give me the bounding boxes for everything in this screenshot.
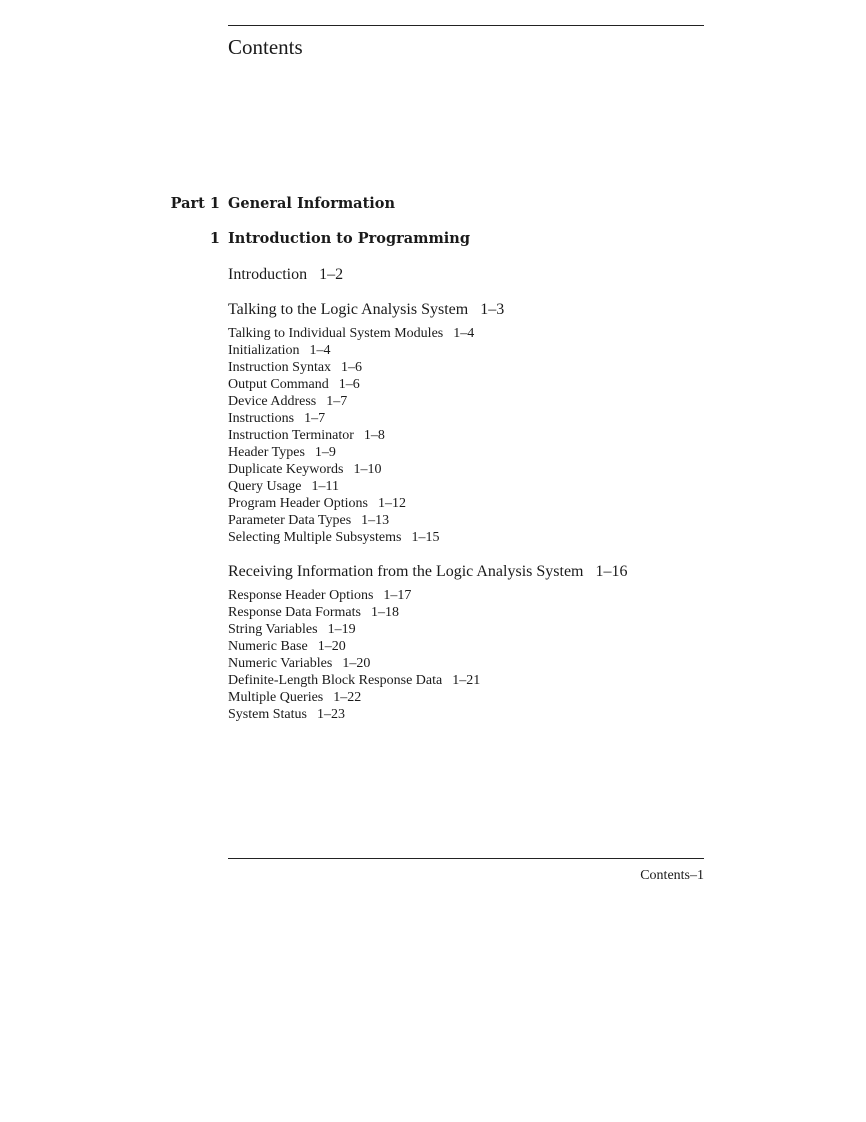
entry-title: Device Address xyxy=(228,394,317,409)
entry-page: 1–23 xyxy=(316,707,345,722)
entry-title: System Status xyxy=(228,707,307,722)
entry-title: Selecting Multiple Subsystems xyxy=(228,530,402,545)
entry-title: Instruction Terminator xyxy=(228,428,354,443)
toc-section-receiving[interactable] xyxy=(228,562,628,582)
entry-page: 1–11 xyxy=(311,479,339,494)
entry-title: Definite-Length Block Response Data xyxy=(228,673,443,688)
entry-page: 1–4 xyxy=(453,326,475,341)
entry-page: 1–7 xyxy=(326,394,348,409)
part-label: Part 1 xyxy=(170,195,220,212)
entry-page: 1–20 xyxy=(342,656,371,671)
entry-title: Numeric Variables xyxy=(228,656,333,671)
toc-entry[interactable] xyxy=(228,621,480,638)
entry-title: Response Header Options xyxy=(228,588,374,603)
entry-page: 1–8 xyxy=(363,428,385,443)
toc-entry[interactable] xyxy=(228,512,474,529)
entry-page: 1–10 xyxy=(353,462,382,477)
entry-title: Response Data Formats xyxy=(228,605,361,620)
section-title: Talking to the Logic Analysis System xyxy=(228,301,469,318)
toc-entry[interactable] xyxy=(228,529,474,546)
section-title: Introduction xyxy=(228,266,308,283)
toc-entry[interactable] xyxy=(228,376,474,393)
entry-title: Output Command xyxy=(228,377,329,392)
entry-title: Query Usage xyxy=(228,479,302,494)
entry-page: 1–18 xyxy=(370,605,399,620)
toc-entry[interactable] xyxy=(228,672,480,689)
entry-title: Initialization xyxy=(228,343,300,358)
page-title: Contents xyxy=(228,35,303,59)
toc-section-introduction[interactable] xyxy=(228,265,343,285)
page-number: Contents–1 xyxy=(640,868,704,883)
entry-page: 1–15 xyxy=(411,530,440,545)
toc-entry[interactable] xyxy=(228,359,474,376)
toc-entry[interactable] xyxy=(228,478,474,495)
entry-page: 1–9 xyxy=(314,445,336,460)
entry-page: 1–6 xyxy=(338,377,360,392)
toc-section-talking[interactable] xyxy=(228,300,504,320)
toc-entry[interactable] xyxy=(228,325,474,342)
entry-page: 1–19 xyxy=(327,622,356,637)
toc-entry[interactable] xyxy=(228,604,480,621)
toc-entries-talking xyxy=(228,325,474,546)
toc-entry[interactable] xyxy=(228,587,480,604)
section-title: Receiving Information from the Logic Analysis System xyxy=(228,563,584,580)
part-title: General Information xyxy=(228,195,395,212)
toc-entry[interactable] xyxy=(228,689,480,706)
top-rule xyxy=(228,25,704,26)
entry-page: 1–12 xyxy=(377,496,406,511)
toc-entry[interactable] xyxy=(228,342,474,359)
entry-page: 1–6 xyxy=(341,360,363,375)
entry-page: 1–4 xyxy=(309,343,331,358)
entry-title: Program Header Options xyxy=(228,496,368,511)
entry-title: Header Types xyxy=(228,445,305,460)
section-page: 1–3 xyxy=(480,301,505,318)
entry-page: 1–22 xyxy=(333,690,362,705)
entry-title: String Variables xyxy=(228,622,318,637)
entry-page: 1–7 xyxy=(304,411,326,426)
entry-title: Instructions xyxy=(228,411,295,426)
toc-entry[interactable] xyxy=(228,655,480,672)
entry-title: Multiple Queries xyxy=(228,690,324,705)
entry-title: Numeric Base xyxy=(228,639,308,654)
toc-entries-receiving xyxy=(228,587,480,723)
toc-entry[interactable] xyxy=(228,461,474,478)
entry-title: Parameter Data Types xyxy=(228,513,352,528)
bottom-rule xyxy=(228,858,704,859)
toc-entry[interactable] xyxy=(228,444,474,461)
toc-entry[interactable] xyxy=(228,393,474,410)
entry-title: Instruction Syntax xyxy=(228,360,332,375)
entry-title: Talking to Individual System Modules xyxy=(228,326,444,341)
section-page: 1–16 xyxy=(595,563,628,580)
toc-entry[interactable] xyxy=(228,410,474,427)
toc-entry[interactable] xyxy=(228,638,480,655)
toc-entry[interactable] xyxy=(228,495,474,512)
section-page: 1–2 xyxy=(319,266,344,283)
entry-page: 1–20 xyxy=(317,639,346,654)
entry-page: 1–17 xyxy=(383,588,412,603)
toc-entry[interactable] xyxy=(228,427,474,444)
chapter-number: 1 xyxy=(209,230,220,247)
entry-title: Duplicate Keywords xyxy=(228,462,344,477)
entry-page: 1–13 xyxy=(361,513,390,528)
entry-page: 1–21 xyxy=(452,673,481,688)
chapter-title: Introduction to Programming xyxy=(228,230,470,247)
toc-entry[interactable] xyxy=(228,706,480,723)
